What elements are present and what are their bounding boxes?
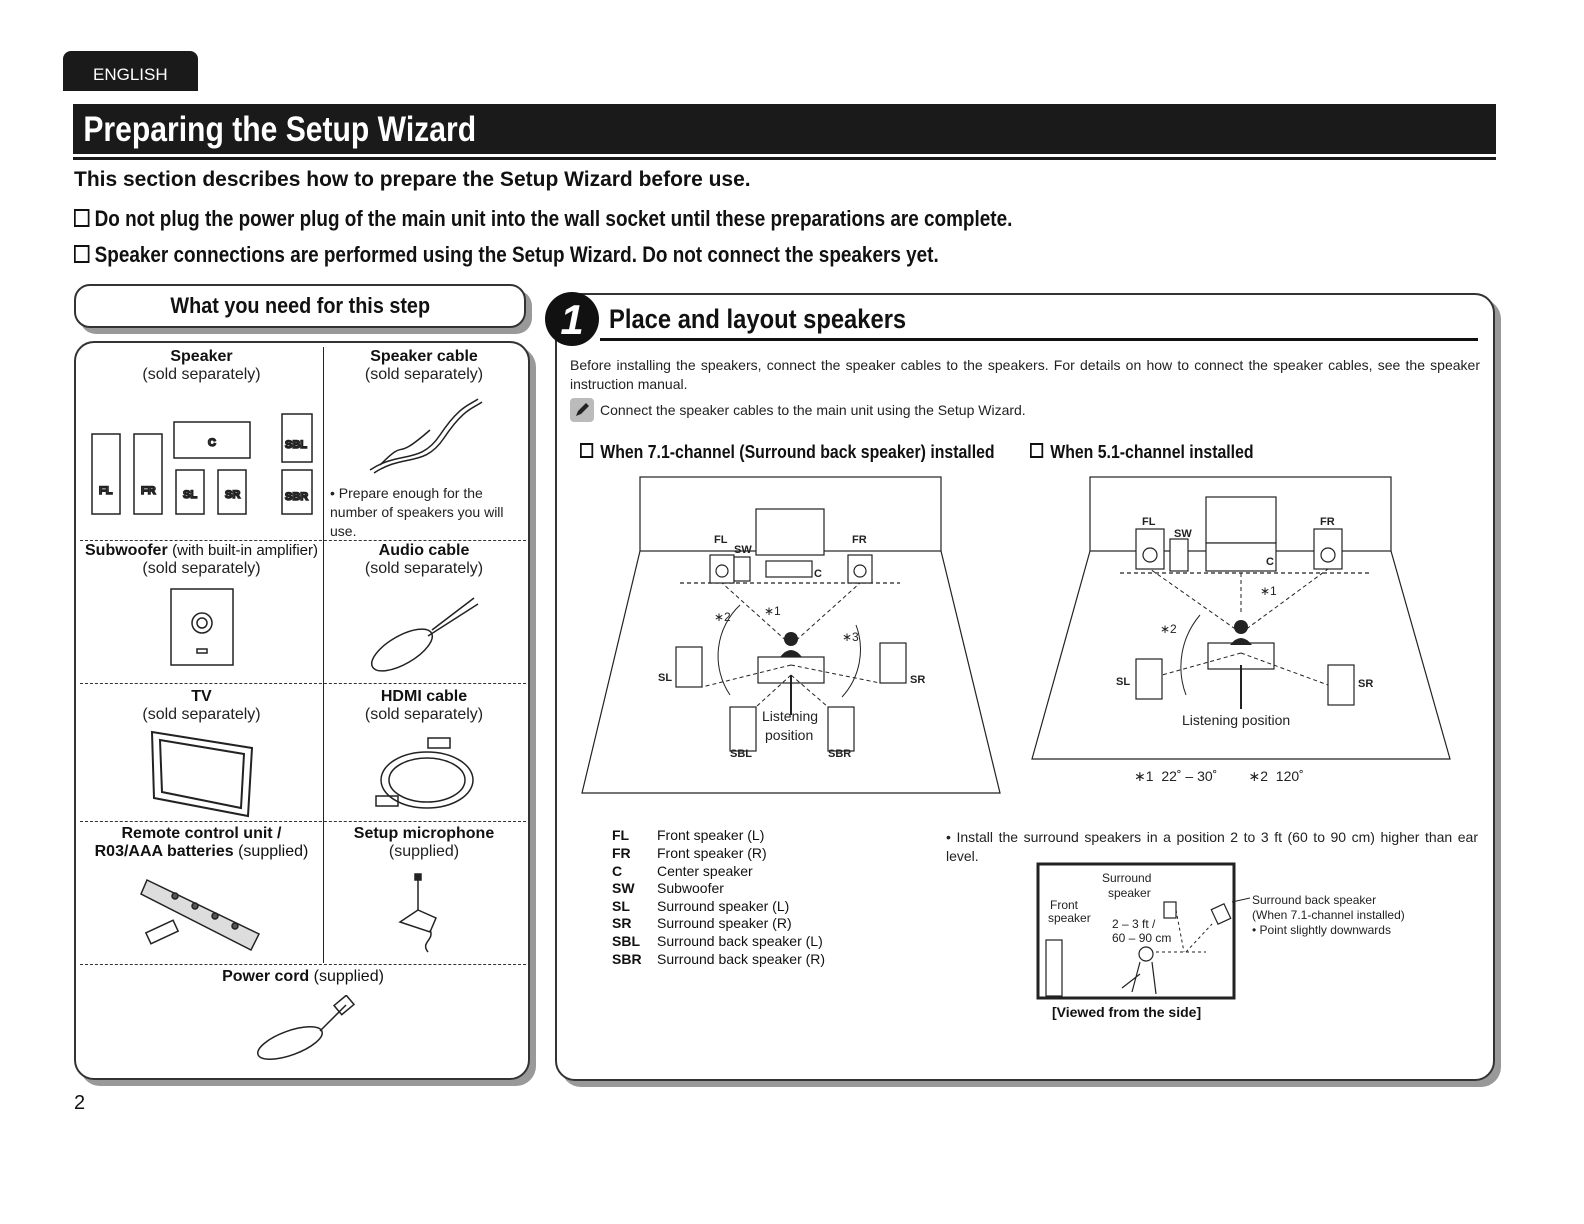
step-body-text: Before installing the speakers, connect the speaker cables to the speakers. For details on how to connect the speaker cables, see the speaker instruction manual. bbox=[570, 357, 1480, 392]
speakers-illustration bbox=[88, 410, 318, 520]
pencil-note-icon bbox=[570, 398, 594, 422]
svg-text:C: C bbox=[1266, 556, 1274, 568]
svg-text:FR: FR bbox=[852, 534, 867, 546]
checkbox-bullet-icon bbox=[74, 245, 89, 263]
hdmi-cable-cell: HDMI cable (sold separately) bbox=[364, 688, 484, 723]
side-view-diagram bbox=[1036, 862, 1426, 1002]
legend-item: SW Subwoofer bbox=[612, 880, 724, 896]
power-cord-illustration bbox=[250, 995, 360, 1065]
legend-item: FL Front speaker (L) bbox=[612, 827, 765, 843]
svg-text:SR: SR bbox=[1358, 678, 1374, 690]
checkbox-bullet-icon bbox=[580, 443, 593, 458]
svg-text:Surround: Surround bbox=[1102, 871, 1152, 885]
page-title: Preparing the Setup Wizard bbox=[83, 110, 477, 149]
svg-text:∗1: ∗1 bbox=[764, 604, 781, 618]
step-tip: Connect the speaker cables to the main unit using the Setup Wizard. bbox=[600, 402, 1026, 418]
intro-note-1: Do not plug the power plug of the main unit into the wall socket until these preparations are complete. bbox=[74, 206, 1012, 232]
svg-text:SL: SL bbox=[183, 489, 198, 501]
step-number-badge: 1 bbox=[545, 292, 599, 346]
svg-text:∗2: ∗2 bbox=[1160, 622, 1177, 636]
svg-text:speaker: speaker bbox=[1048, 911, 1091, 925]
layout-71-heading: When 7.1-channel (Surround back speaker) installed bbox=[580, 442, 995, 463]
height-note: • Install the surround speakers in a position 2 to 3 ft (60 to 90 cm) higher than ear level. bbox=[946, 829, 1478, 864]
svg-text:Surround back speaker: Surround back speaker bbox=[1252, 893, 1377, 907]
speaker-legend bbox=[612, 827, 932, 977]
svg-text:SW: SW bbox=[734, 544, 752, 556]
microphone-cell: Setup microphone (supplied) bbox=[353, 825, 495, 860]
power-cord-cell: Power cord (supplied) bbox=[222, 968, 384, 985]
svg-text:SW: SW bbox=[1174, 528, 1192, 540]
grid-divider bbox=[80, 683, 526, 684]
svg-text:Listening position: Listening position bbox=[1182, 712, 1291, 728]
hdmi-cable-illustration bbox=[372, 730, 482, 815]
angle-legend: ∗1 22˚ – 30˚ ∗2 120˚ bbox=[1134, 768, 1304, 784]
svg-text:60 – 90 cm: 60 – 90 cm bbox=[1112, 931, 1172, 945]
svg-text:• Point slightly downwards: • Point slightly downwards bbox=[1252, 923, 1391, 937]
audio-cable-cell: Audio cable (sold separately) bbox=[364, 542, 484, 577]
svg-text:C: C bbox=[208, 437, 216, 449]
grid-divider bbox=[80, 821, 526, 822]
svg-text:2 – 3 ft /: 2 – 3 ft / bbox=[1112, 917, 1156, 931]
legend-item: SBL Surround back speaker (L) bbox=[612, 933, 823, 949]
grid-divider bbox=[323, 347, 324, 963]
svg-text:SR: SR bbox=[225, 489, 241, 501]
checkbox-bullet-icon bbox=[1030, 443, 1043, 458]
svg-text:(When 7.1-channel installed): (When 7.1-channel installed) bbox=[1252, 908, 1405, 922]
remote-illustration bbox=[135, 870, 270, 960]
svg-text:FR: FR bbox=[141, 485, 156, 497]
svg-text:Front: Front bbox=[1050, 898, 1079, 912]
svg-text:SR: SR bbox=[910, 674, 926, 686]
subwoofer-cell: Subwoofer (with built-in amplifier) (sold separately) bbox=[85, 542, 318, 577]
svg-text:∗3: ∗3 bbox=[842, 630, 859, 644]
layout-51-diagram bbox=[1030, 475, 1452, 765]
step-title-rule bbox=[600, 338, 1478, 341]
svg-text:FL: FL bbox=[714, 534, 728, 546]
side-view-caption: [Viewed from the side] bbox=[1052, 1004, 1202, 1020]
speaker-cell: Speaker (sold separately) bbox=[142, 348, 261, 383]
legend-item: C Center speaker bbox=[612, 863, 753, 879]
svg-text:∗1: ∗1 bbox=[1260, 584, 1277, 598]
remote-cell: Remote control unit / R03/AAA batteries (supplied) bbox=[94, 825, 309, 860]
legend-item: SBR Surround back speaker (R) bbox=[612, 951, 826, 967]
speaker-cable-cell: Speaker cable (sold separately) bbox=[364, 348, 484, 383]
svg-text:speaker: speaker bbox=[1108, 886, 1151, 900]
svg-text:position: position bbox=[765, 727, 814, 743]
svg-text:SBR: SBR bbox=[828, 748, 852, 760]
legend-item: SR Surround speaker (R) bbox=[612, 915, 792, 931]
checkbox-bullet-icon bbox=[74, 209, 89, 227]
page-number: 2 bbox=[74, 1092, 86, 1114]
svg-text:SBL: SBL bbox=[285, 439, 307, 451]
language-tab: ENGLISH bbox=[63, 51, 198, 91]
svg-text:Listening: Listening bbox=[762, 708, 819, 724]
microphone-illustration bbox=[390, 870, 460, 955]
speaker-cable-note: • Prepare enough for the number of speakers you will use. bbox=[330, 485, 504, 539]
svg-text:SL: SL bbox=[1116, 676, 1131, 688]
svg-text:∗2: ∗2 bbox=[714, 610, 731, 624]
svg-text:SBR: SBR bbox=[285, 491, 309, 503]
tv-cell: TV (sold separately) bbox=[142, 688, 261, 723]
legend-item: SL Surround speaker (L) bbox=[612, 898, 790, 914]
tv-illustration bbox=[148, 728, 258, 820]
grid-divider bbox=[80, 964, 526, 965]
legend-item: FR Front speaker (R) bbox=[612, 845, 767, 861]
audio-cable-illustration bbox=[362, 590, 487, 675]
svg-text:FL: FL bbox=[99, 485, 113, 497]
intro-description: This section describes how to prepare the Setup Wizard before use. bbox=[74, 168, 751, 191]
subwoofer-illustration bbox=[165, 585, 240, 675]
intro-note-2: Speaker connections are performed using the Setup Wizard. Do not connect the speakers yet. bbox=[74, 242, 939, 268]
svg-text:FR: FR bbox=[1320, 516, 1335, 528]
page-title-bar bbox=[73, 104, 1496, 154]
need-header: What you need for this step bbox=[74, 284, 526, 328]
speaker-cable-illustration bbox=[360, 395, 490, 475]
layout-71-diagram bbox=[580, 475, 1002, 797]
svg-text:FL: FL bbox=[1142, 516, 1156, 528]
step-title: Place and layout speakers bbox=[609, 304, 907, 334]
title-rule bbox=[73, 157, 1496, 160]
svg-text:SL: SL bbox=[658, 672, 673, 684]
svg-text:C: C bbox=[814, 568, 822, 580]
layout-51-heading: When 5.1-channel installed bbox=[1030, 442, 1254, 463]
svg-text:SBL: SBL bbox=[730, 748, 752, 760]
